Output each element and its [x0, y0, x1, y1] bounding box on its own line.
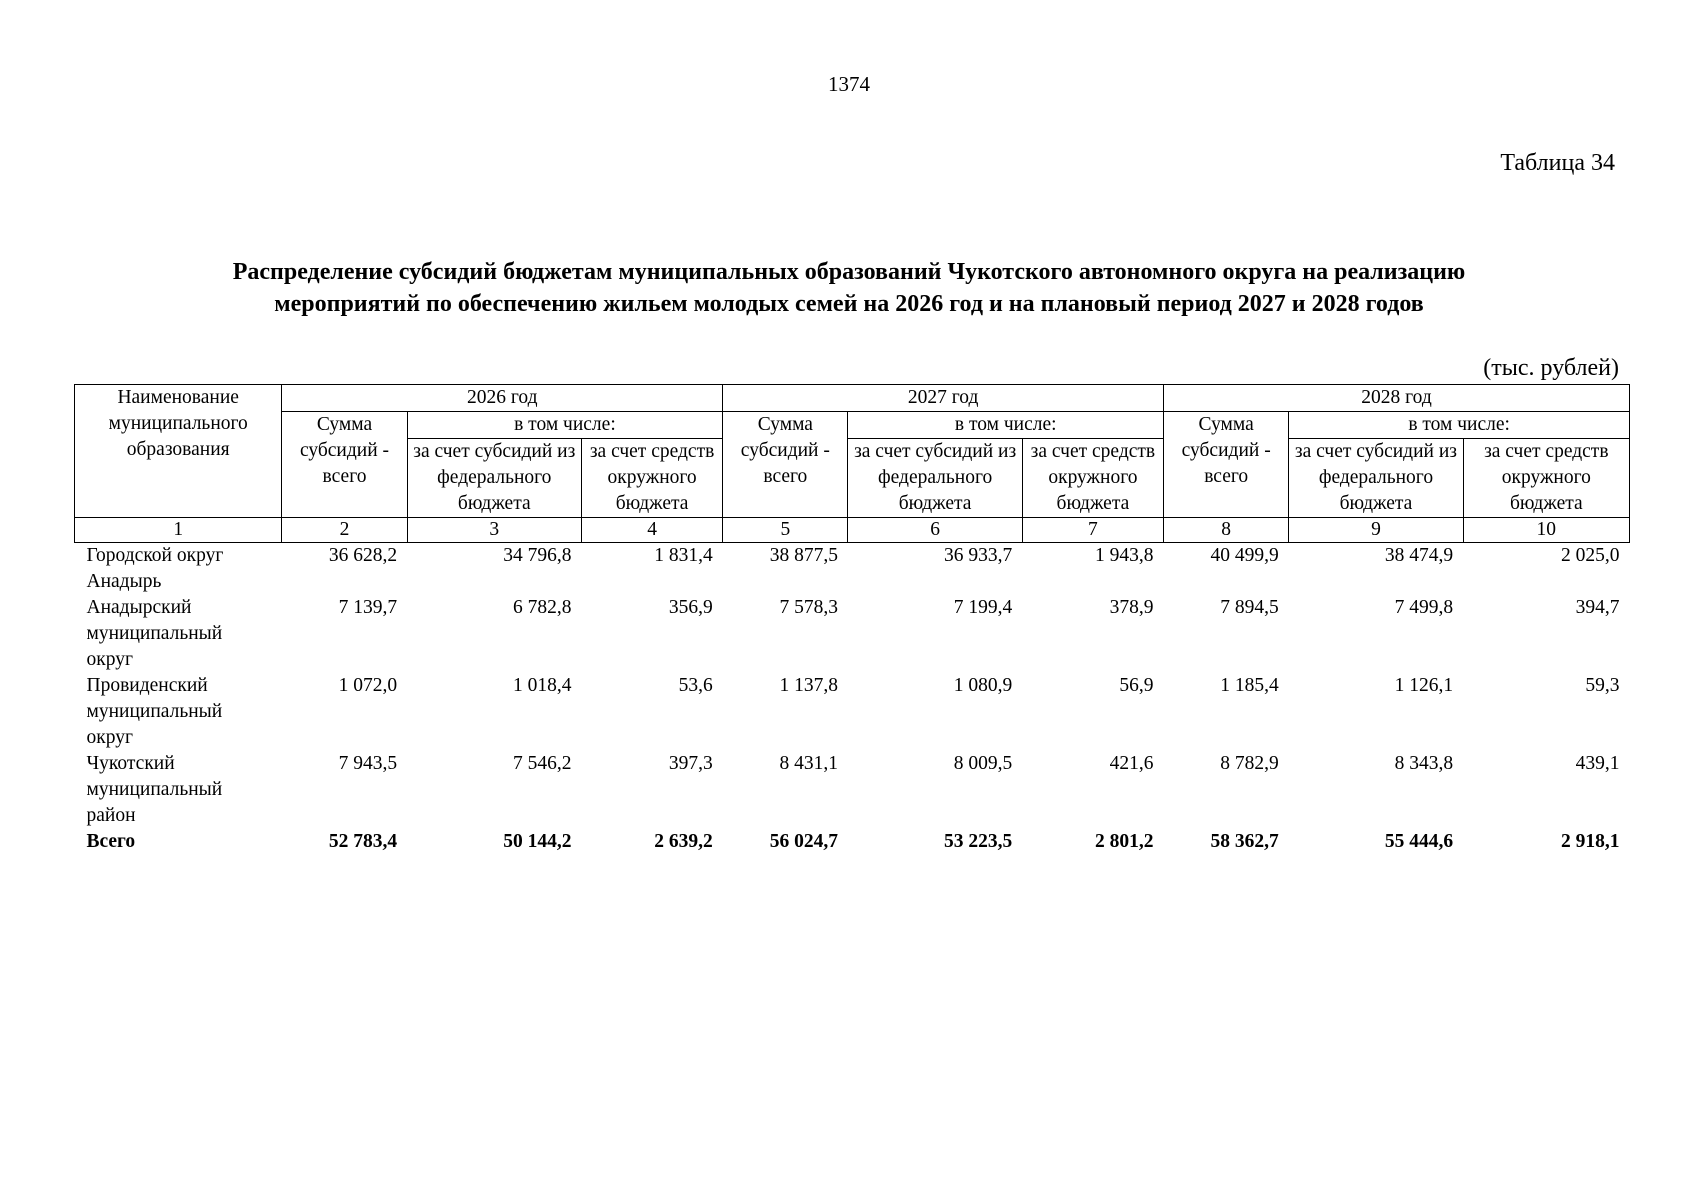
row-name: Чукотский муниципальный район — [86, 753, 223, 826]
cell-value: 7 499,8 — [1394, 597, 1454, 618]
column-number: 9 — [1289, 518, 1463, 543]
cell-value: 1 018,4 — [512, 675, 572, 696]
cell-value: 1 185,4 — [1220, 675, 1279, 696]
cell-value: 38 474,9 — [1384, 545, 1454, 566]
total-value: 2 918,1 — [1561, 831, 1620, 852]
cell-value: 8 431,1 — [779, 753, 838, 774]
cell-value: 56,9 — [1119, 675, 1154, 696]
header-federal: за счет субсидий из федерального бюджета — [407, 439, 581, 518]
header-including: в том числе: — [848, 412, 1164, 439]
cell-value: 1 137,8 — [779, 675, 838, 696]
subsidy-table — [74, 384, 1630, 855]
header-sum-total: Сумма субсидий - всего — [1164, 412, 1289, 518]
column-number: 8 — [1164, 518, 1289, 543]
total-value: 52 783,4 — [328, 831, 398, 852]
column-number-row — [75, 518, 1630, 543]
header-year-2026: 2026 год — [282, 385, 723, 412]
cell-value: 1 080,9 — [953, 675, 1013, 696]
table-body — [75, 543, 1630, 856]
table-header — [75, 385, 1630, 543]
row-name: Провиденский муниципальный округ — [86, 675, 223, 748]
page-number: 1374 — [828, 72, 870, 96]
cell-value: 36 628,2 — [328, 545, 398, 566]
header-federal: за счет субсидий из федерального бюджета — [1289, 439, 1463, 518]
cell-value: 34 796,8 — [503, 545, 572, 566]
cell-value: 356,9 — [668, 597, 713, 618]
cell-value: 1 831,4 — [654, 545, 713, 566]
table-title — [60, 256, 1638, 320]
column-number: 1 — [75, 518, 282, 543]
row-name: Анадырский муниципальный округ — [86, 597, 223, 670]
cell-value: 439,1 — [1575, 753, 1620, 774]
total-row — [75, 829, 1630, 855]
header-federal: за счет субсидий из федерального бюджета — [848, 439, 1022, 518]
cell-value: 7 894,5 — [1220, 597, 1279, 618]
header-sum-total: Сумма субсидий - всего — [282, 412, 407, 518]
cell-value: 40 499,9 — [1210, 545, 1279, 566]
column-number: 5 — [723, 518, 848, 543]
column-number: 4 — [581, 518, 722, 543]
column-number: 2 — [282, 518, 407, 543]
table-row — [75, 543, 1630, 596]
cell-value: 8 343,8 — [1394, 753, 1454, 774]
header-year-2028: 2028 год — [1164, 385, 1630, 412]
title-line: мероприятий по обеспечению жильем молодых семей на 2026 год и на плановый период 2027 и 2028 годов — [274, 291, 1424, 317]
total-value: 56 024,7 — [769, 831, 838, 852]
cell-value: 1 072,0 — [338, 675, 398, 696]
header-including: в том числе: — [1289, 412, 1630, 439]
cell-value: 378,9 — [1109, 597, 1154, 618]
cell-value: 421,6 — [1109, 753, 1154, 774]
cell-value: 8 782,9 — [1220, 753, 1279, 774]
cell-value: 6 782,8 — [512, 597, 572, 618]
cell-value: 394,7 — [1575, 597, 1620, 618]
header-name-col: Наименование муниципального образования — [75, 385, 282, 518]
header-district: за счет средств окружного бюджета — [1463, 439, 1629, 518]
cell-value: 1 126,1 — [1394, 675, 1454, 696]
units-label: (тыс. рублей) — [1483, 355, 1619, 381]
cell-value: 1 943,8 — [1095, 545, 1154, 566]
column-number: 6 — [848, 518, 1022, 543]
header-district: за счет средств окружного бюджета — [581, 439, 722, 518]
cell-value: 397,3 — [668, 753, 713, 774]
cell-value: 2 025,0 — [1561, 545, 1620, 566]
column-number: 7 — [1022, 518, 1163, 543]
cell-value: 59,3 — [1585, 675, 1620, 696]
total-value: 58 362,7 — [1210, 831, 1279, 852]
cell-value: 38 877,5 — [769, 545, 838, 566]
cell-value: 36 933,7 — [944, 545, 1013, 566]
table-row — [75, 751, 1630, 829]
column-number: 10 — [1463, 518, 1629, 543]
cell-value: 7 546,2 — [512, 753, 572, 774]
column-number: 3 — [407, 518, 581, 543]
table-row — [75, 673, 1630, 751]
header-year-2027: 2027 год — [723, 385, 1164, 412]
cell-value: 7 139,7 — [338, 597, 398, 618]
table-row — [75, 595, 1630, 673]
table-label: Таблица 34 — [1500, 150, 1615, 176]
cell-value: 53,6 — [678, 675, 713, 696]
header-district: за счет средств окружного бюджета — [1022, 439, 1163, 518]
total-value: 50 144,2 — [503, 831, 572, 852]
total-value: 55 444,6 — [1384, 831, 1454, 852]
cell-value: 7 943,5 — [338, 753, 398, 774]
row-name: Городской округ Анадырь — [86, 545, 224, 592]
cell-value: 7 578,3 — [779, 597, 838, 618]
cell-value: 8 009,5 — [953, 753, 1013, 774]
total-label: Всего — [86, 831, 136, 852]
header-sum-total: Сумма субсидий - всего — [723, 412, 848, 518]
header-including: в том числе: — [407, 412, 723, 439]
total-value: 2 801,2 — [1095, 831, 1154, 852]
title-line: Распределение субсидий бюджетам муниципальных образований Чукотского автономного округа на реализацию — [232, 259, 1466, 285]
cell-value: 7 199,4 — [953, 597, 1013, 618]
total-value: 53 223,5 — [944, 831, 1013, 852]
total-value: 2 639,2 — [654, 831, 713, 852]
